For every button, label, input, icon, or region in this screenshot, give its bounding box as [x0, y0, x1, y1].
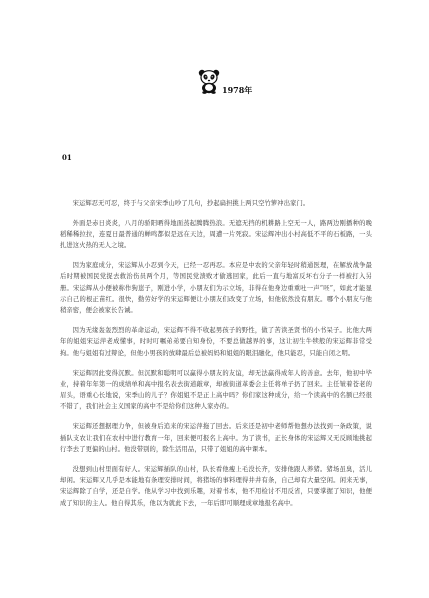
paragraph: 因为无缘轰轰烈烈的革命运动，宋运辉不得不收起男孩子的野性，做了苦读圣贤书的小书呆子。比他大两年的姐姐宋运萍老成懂事，时时叮嘱弟弟要自知身份，不要总做越界的事，这让初生牛犊般的宋运辉非常受拘。他与姐姐有过辩论，但他小男孩的放肆最后总被妈妈和姐姐的眼泪融化，他只能忍，只能自闭之明。: [60, 327, 372, 357]
year-heading: 1978年: [222, 85, 253, 95]
paragraph: 宋运辉因此变得沉默。但沉默和聪明可以赢得小朋友的友谊，却无法赢得成年人的善意。去年，他初中毕业，持着年年第一的成绩单和高中报名表去街道敲章，却被街道革委会主任将单子扔了回来。主任皱着苍老的眉头，语重心长地说，宋季山的儿子？你姐姐不是正上高中吗？你们家这种成分，给一个读高中的名额已经很不错了，我们社会主义国家的高中不是给你们这种人家办的。: [60, 369, 372, 411]
paragraph: 因为家庭成分，宋运辉从小忍到今天，已经一忍再忍。本应是中农的父亲年轻时稍通医理，在解放战争最后时期被国民党捉去救治伤员两个月，等国民党溃败才偷逃回家，此后一直与地富反坏右分子一样被打入另册。宋运辉从小便被称作狗崽子，刚进小学，小朋友们为示立场，非得在他身边重重吐一声“呸”，如此才能显示自己的根正苗红。很快，勤劳好学的宋运辉便让小朋友们改变了立场，但他依然没有朋友。哪个小朋友与他稍亲密，便会被家长告诫。: [60, 262, 372, 315]
panda-logo-icon: [198, 68, 220, 94]
paragraph: 宋运辉忍无可忍，终于与父亲宋季山吵了几句，抄起扁担挑上两只空竹箩冲出家门。: [72, 200, 310, 207]
chapter-number: 01: [62, 153, 72, 162]
paragraph: 外面是赤日炎炎，八月的骄阳晒得地面蒸起腾腾热浪。无遮无挡的机耕路上空无一人，路两边刚播种的晚稻稀稀拉拉，连夏日最普通的蝉鸣都似是远在天边，周遭一片死寂。宋运辉冲出小村高低不平的石板路，一头扎进这火热的无人之境。: [60, 219, 372, 250]
paragraph: 宋运辉还想据理力争，但被身后追来的宋运萍拖了回去。后来还是初中老师帮他想办法找到一条政策，说插队支农让我们在农村中进行教育一年，回来便可报名上高中。为了读书，正长身体的宋运辉又无反顾地挑起行李去了更偏的山村。他没带别的，除生活用品，只带了姐姐的高中课本。: [60, 423, 372, 453]
paragraph: 没想到山村里面有好人。宋运辉插队的山村，队长看他瘦上毛没长齐，安排他跟人养猪。猪场虽臭，活儿却闲。宋运辉又几乎是本能地有条理安排时间，将猪场的事料理得井井有条，自己却有大量空闲。闲来无事，宋运辉除了自学，还是自学。他从学习中找到乐趣，对着书本，他不用检讨不用反省，只要掌握了知识，他便成了知识的主人。他自得其乐，他以为就此下去，一年后即可顺理成章地报名高中。: [60, 465, 372, 507]
chapter-body: [60, 198, 372, 517]
